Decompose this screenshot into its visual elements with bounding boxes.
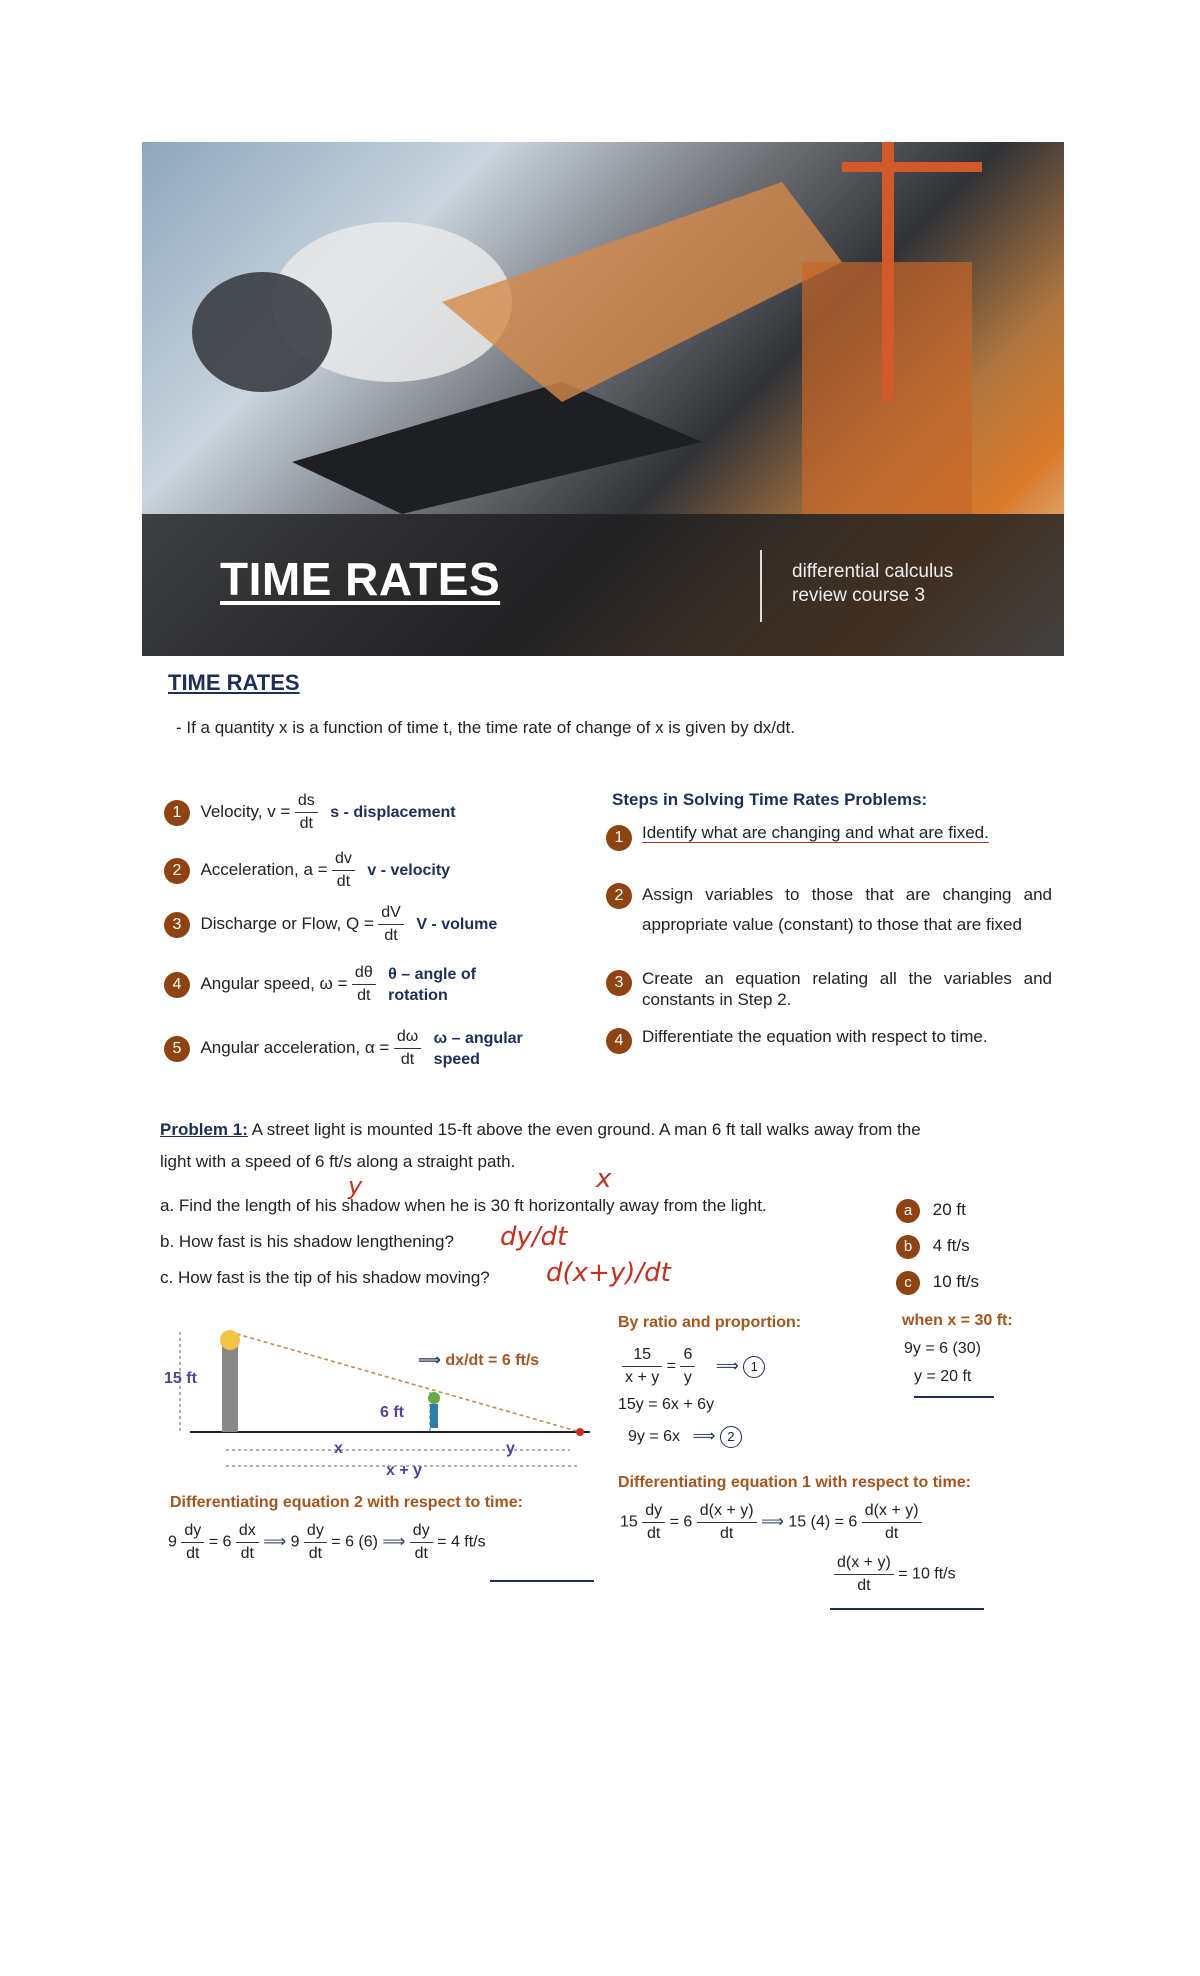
step-1: 1 Identify what are changing and what are fixed. [606,822,1052,844]
header-banner [142,142,1064,656]
street-light-diagram [160,1320,600,1480]
banner-title: TIME RATES [220,553,501,605]
formula-2: 2 Acceleration, a = $\frac{dv}{dt}$ v - velocity [164,848,450,893]
when-title: when x = 30 ft: [902,1312,1013,1329]
diff1-underline [830,1608,984,1610]
when-line2: y = 20 ft [914,1368,994,1398]
diff2-underline [490,1580,594,1582]
diff2-title: Differentiating equation 2 with respect to time: [170,1494,523,1511]
handwritten-y: y [348,1172,363,1200]
ratio-title: By ratio and proportion: [618,1314,802,1331]
ratio-line3: 9y = 6x ⟹ 2 [628,1426,742,1448]
intro-text: - If a quantity x is a function of time t, the time rate of change of x is given by dx/dt. [176,718,795,737]
handwritten-dydt: dy/dt [500,1222,568,1252]
handwritten-x: x [596,1164,612,1194]
section-title: TIME RATES [168,670,300,695]
banner-subtitle: differential calculus review course 3 [792,561,954,606]
banner-divider [760,550,762,622]
banner-image [142,142,1064,514]
ratio-line2: 15y = 6x + 6y [618,1396,715,1413]
answers: a 20 ft b 4 ft/s c 10 ft/s [896,1192,979,1300]
diff1-equation: 15 $\frac{dy}{dt}$ = 6 $\frac{d(x + y)}{dt}$ ⟹ 15 (4) = 6 $\frac{d(x + y)}{dt}$ [620,1500,922,1545]
question-a: a. Find the length of his shadow when he is 30 ft horizontally away from the light. [160,1196,767,1215]
xy-label: x + y [386,1462,423,1479]
formula-4: 4 Angular speed, ω = $\frac{d\theta}{dt}$ θ – angle of rotation [164,962,476,1007]
steps-title: Steps in Solving Time Rates Problems: [612,790,928,809]
step-4: 4 Differentiate the equation with respect to time. [606,1026,1052,1047]
step-2: 2 Assign variables to those that are changing and appropriate value (constant) to those that are fixed [606,880,1052,940]
handwritten-dxydt: d(x+y)/dt [546,1258,671,1288]
formula-1: 1 Velocity, v = $\frac{ds}{dt}$ s - displacement [164,790,456,835]
ratio-eq1: $\frac{15}{x + y}$ = $\frac{6}{y}$ ⟹ 1 [622,1344,765,1389]
formula-5: 5 Angular acceleration, α = $\frac{d\omega}{dt}$ ω – angular speed [164,1026,523,1071]
y-label: y [506,1440,515,1457]
formula-3: 3 Discharge or Flow, Q = $\frac{dV}{dt}$ V - volume [164,902,497,947]
diff1-result: $\frac{d(x + y)}{dt}$ = 10 ft/s [834,1552,956,1597]
diff2-equation: 9 $\frac{dy}{dt}$ = 6 $\frac{dx}{dt}$ ⟹ 9 $\frac{dy}{dt}$ = 6 (6) ⟹ $\frac{dy}{dt}$ = 4 ft/s [168,1522,486,1562]
rate-label: ⟹ dx/dt = 6 ft/s [418,1352,540,1369]
question-b: b. How fast is his shadow lengthening? [160,1232,454,1251]
man-height-label: 6 ft [380,1404,404,1421]
question-c: c. How fast is the tip of his shadow moving? [160,1268,490,1287]
x-label: x [334,1440,343,1457]
problem-statement: Problem 1: A street light is mounted 15-ft above the even ground. A man 6 ft tall walks away from the light with a speed of 6 ft/s along a straight path. [160,1120,921,1171]
step-3: 3 Create an equation relating all the variables and constants in Step 2. [606,968,1052,1010]
diff1-title: Differentiating equation 1 with respect to time: [618,1474,971,1491]
pole-height-label: 15 ft [164,1370,197,1387]
when-line1: 9y = 6 (30) [904,1340,981,1357]
